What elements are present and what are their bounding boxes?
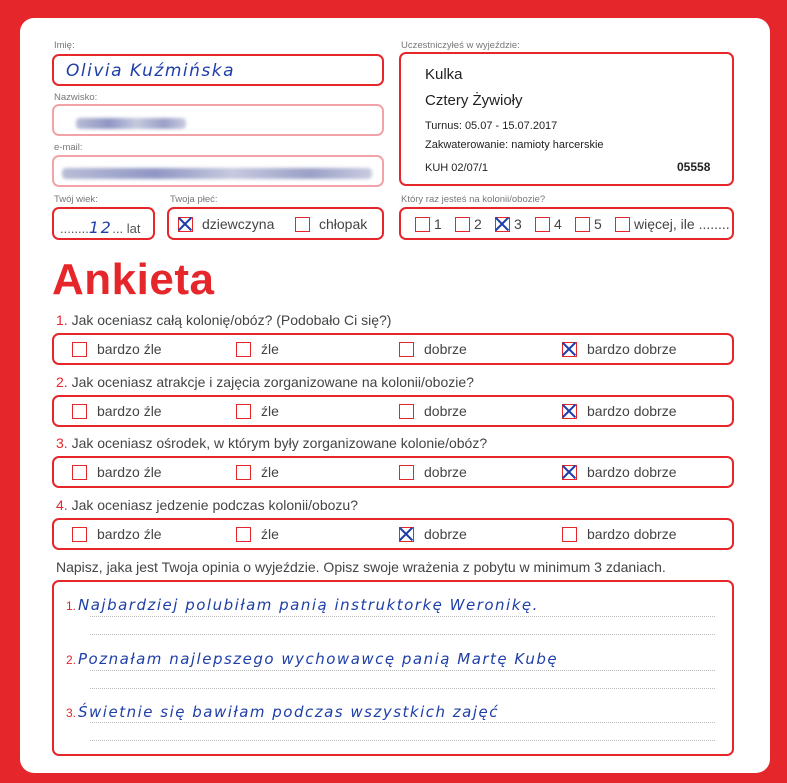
times-checkbox-4[interactable] xyxy=(535,217,550,232)
q4-checkbox-very-good[interactable] xyxy=(562,527,577,542)
q2-option-good: dobrze xyxy=(424,403,467,419)
answer-1: 1. Najbardziej polubiłam panią instruktorkę Weronikę. xyxy=(66,596,539,614)
gender-label: Twoja płeć: xyxy=(170,194,218,205)
answer-line-1 xyxy=(90,616,715,617)
trip-card xyxy=(399,52,734,186)
q2-checkbox-bad[interactable] xyxy=(236,404,251,419)
q1-checkbox-good[interactable] xyxy=(399,342,414,357)
gender-checkbox-boy[interactable] xyxy=(295,217,310,232)
times-checkbox-3[interactable] xyxy=(495,217,510,232)
name-value: Olivia Kuźmińska xyxy=(66,61,235,81)
answer-line-6 xyxy=(90,740,715,741)
email-redacted xyxy=(62,168,372,179)
trip-subname: Cztery Żywioły xyxy=(425,92,523,109)
answer-line-3 xyxy=(90,670,715,671)
q1-option-bad: źle xyxy=(261,341,279,357)
name-label: Imię: xyxy=(54,40,75,51)
q1-option-very-bad: bardzo źle xyxy=(97,341,162,357)
q3-option-very-good: bardzo dobrze xyxy=(587,464,677,480)
q4-option-very-good: bardzo dobrze xyxy=(587,526,677,542)
name-field[interactable] xyxy=(52,54,384,86)
q3-checkbox-very-bad[interactable] xyxy=(72,465,87,480)
trip-number: 05558 xyxy=(677,160,711,174)
q2-checkbox-very-bad[interactable] xyxy=(72,404,87,419)
times-option-5: 5 xyxy=(594,216,602,232)
times-checkbox-1[interactable] xyxy=(415,217,430,232)
q2-checkbox-very-good[interactable] xyxy=(562,404,577,419)
question-2-options xyxy=(52,395,734,427)
survey-title: Ankieta xyxy=(52,255,215,304)
times-checkbox-more[interactable] xyxy=(615,217,630,232)
answer-3: 3. Świetnie się bawiłam podczas wszystkich zajęć xyxy=(66,703,499,721)
gender-option-boy: chłopak xyxy=(319,216,368,232)
trip-accommodation: Zakwaterowanie: namioty harcerskie xyxy=(425,139,604,151)
answer-line-5 xyxy=(90,722,715,723)
trip-code: KUH 02/07/1 xyxy=(425,162,488,174)
question-3: 3. Jak oceniasz ośrodek, w którym były zorganizowane kolonie/obóz? xyxy=(56,435,488,451)
age-dots: ........ xyxy=(60,221,89,236)
q1-option-good: dobrze xyxy=(424,341,467,357)
age-field[interactable] xyxy=(52,207,155,240)
q3-checkbox-good[interactable] xyxy=(399,465,414,480)
question-2: 2. Jak oceniasz atrakcje i zajęcia zorganizowane na kolonii/obozie? xyxy=(56,374,474,390)
q4-option-good: dobrze xyxy=(424,526,467,542)
q1-checkbox-bad[interactable] xyxy=(236,342,251,357)
question-1-options xyxy=(52,333,734,365)
question-1: 1. Jak oceniasz całą kolonię/obóz? (Podobało Ci się?) xyxy=(56,312,392,328)
q4-checkbox-bad[interactable] xyxy=(236,527,251,542)
times-checkbox-2[interactable] xyxy=(455,217,470,232)
q4-checkbox-very-bad[interactable] xyxy=(72,527,87,542)
q3-option-bad: źle xyxy=(261,464,279,480)
q2-option-very-bad: bardzo źle xyxy=(97,403,162,419)
age-value: 12 xyxy=(88,218,113,237)
q4-option-very-bad: bardzo źle xyxy=(97,526,162,542)
times-field xyxy=(399,207,734,240)
answer-line-2 xyxy=(90,634,715,635)
q2-option-bad: źle xyxy=(261,403,279,419)
q3-checkbox-very-good[interactable] xyxy=(562,465,577,480)
gender-option-girl: dziewczyna xyxy=(202,216,275,232)
times-option-more: więcej, ile ........ xyxy=(634,216,730,232)
q1-checkbox-very-good[interactable] xyxy=(562,342,577,357)
q4-checkbox-good[interactable] xyxy=(399,527,414,542)
age-unit: ... lat xyxy=(112,221,141,236)
q1-option-very-good: bardzo dobrze xyxy=(587,341,677,357)
q3-checkbox-bad[interactable] xyxy=(236,465,251,480)
trip-turnus: Turnus: 05.07 - 15.07.2017 xyxy=(425,120,558,132)
q4-option-bad: źle xyxy=(261,526,279,542)
q2-checkbox-good[interactable] xyxy=(399,404,414,419)
q3-option-good: dobrze xyxy=(424,464,467,480)
times-checkbox-5[interactable] xyxy=(575,217,590,232)
age-label: Twój wiek: xyxy=(54,194,98,205)
gender-checkbox-girl[interactable] xyxy=(178,217,193,232)
q1-checkbox-very-bad[interactable] xyxy=(72,342,87,357)
gender-field xyxy=(167,207,384,240)
q3-option-very-bad: bardzo źle xyxy=(97,464,162,480)
surname-field[interactable] xyxy=(52,104,384,136)
q2-option-very-good: bardzo dobrze xyxy=(587,403,677,419)
email-label: e-mail: xyxy=(54,142,83,153)
times-option-4: 4 xyxy=(554,216,562,232)
times-option-3: 3 xyxy=(514,216,522,232)
trip-name: Kulka xyxy=(425,66,463,83)
opinion-prompt: Napisz, jaka jest Twoja opinia o wyjeździe. Opisz swoje wrażenia z pobytu w minimum 3 zdaniach. xyxy=(56,559,666,575)
email-field[interactable] xyxy=(52,155,384,187)
surname-redacted xyxy=(76,118,186,129)
times-label: Który raz jesteś na kolonii/obozie? xyxy=(401,194,546,205)
times-option-1: 1 xyxy=(434,216,442,232)
answer-line-4 xyxy=(90,688,715,689)
times-option-2: 2 xyxy=(474,216,482,232)
question-4: 4. Jak oceniasz jedzenie podczas kolonii/obozu? xyxy=(56,497,358,513)
trip-label: Uczestniczyłeś w wyjeździe: xyxy=(401,40,520,51)
surname-label: Nazwisko: xyxy=(54,92,98,103)
question-4-options xyxy=(52,518,734,550)
answer-2: 2. Poznałam najlepszego wychowawcę panią Martę Kubę xyxy=(66,650,559,668)
question-3-options xyxy=(52,456,734,488)
